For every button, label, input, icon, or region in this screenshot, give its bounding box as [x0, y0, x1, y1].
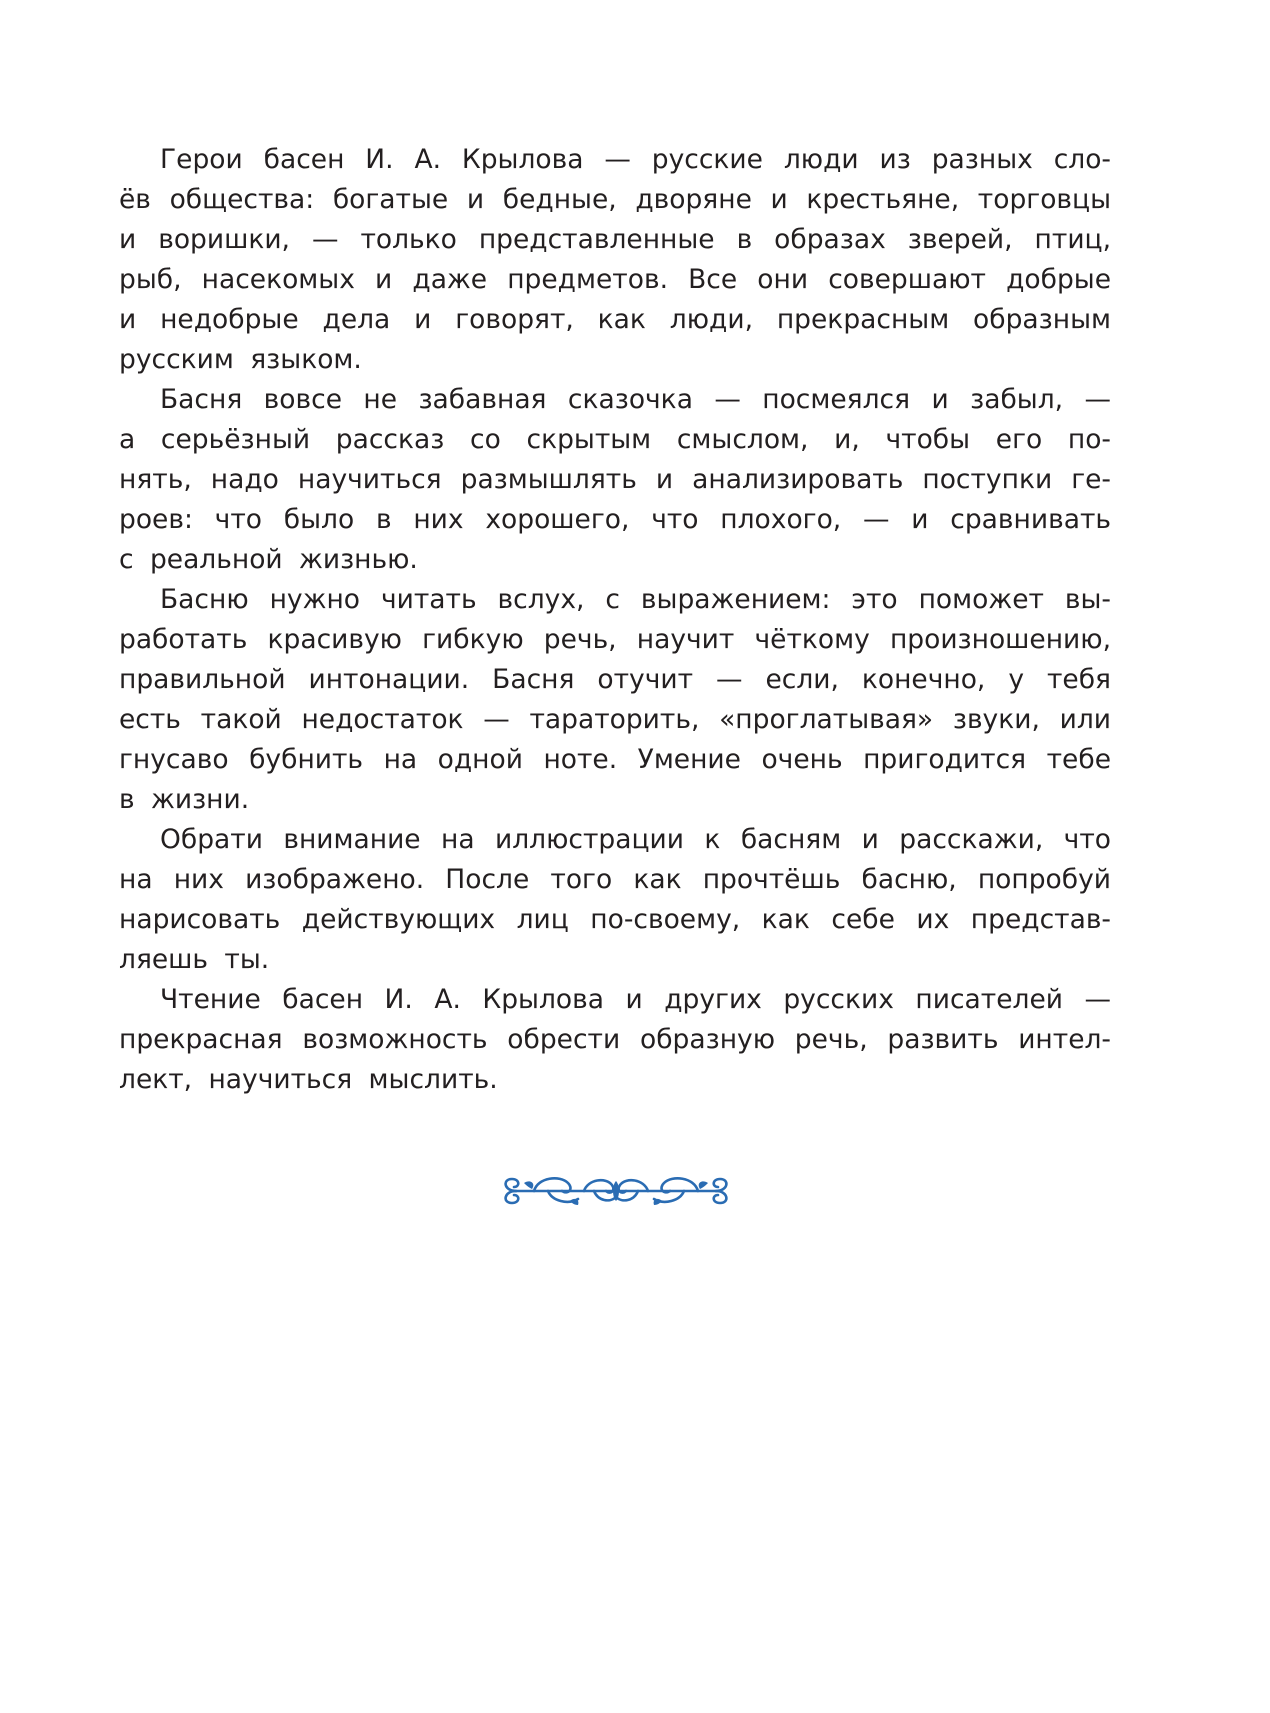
paragraph-line: работать красивую гибкую речь, научит чёткому произношению,	[119, 624, 1111, 655]
paragraph-line: прекрасная возможность обрести образную речь, развить интел-	[119, 1024, 1111, 1055]
paragraph-line: Чтение басен И. А. Крылова и других русских писателей —	[160, 984, 1111, 1015]
paragraph-line: и воришки, — только представленные в образах зверей, птиц,	[119, 224, 1111, 255]
paragraph-line: Басню нужно читать вслух, с выражением: это поможет вы-	[160, 584, 1111, 615]
paragraph-line: а серьёзный рассказ со скрытым смыслом, и, чтобы его по-	[119, 424, 1111, 455]
paragraph-line: Басня вовсе не забавная сказочка — посмеялся и забыл, —	[160, 384, 1111, 415]
paragraph-line: ёв общества: богатые и бедные, дворяне и крестьяне, торговцы	[119, 184, 1111, 215]
paragraph-line: в жизни.	[119, 784, 250, 815]
paragraph-line: и недобрые дела и говорят, как люди, прекрасным образным	[119, 304, 1111, 335]
body-text	[119, 140, 1111, 1100]
paragraph-line: русским языком.	[119, 344, 362, 375]
decorative-scroll-icon	[498, 1171, 734, 1211]
paragraph-line: рыб, насекомых и даже предметов. Все они совершают добрые	[119, 264, 1111, 295]
paragraph-line: роев: что было в них хорошего, что плохого, — и сравнивать	[119, 504, 1111, 535]
paragraph-line: правильной интонации. Басня отучит — если, конечно, у тебя	[119, 664, 1111, 695]
paragraph-line: есть такой недостаток — тараторить, «проглатывая» звуки, или	[119, 704, 1111, 735]
paragraph-line: Герои басен И. А. Крылова — русские люди из разных сло-	[160, 144, 1111, 175]
paragraph-line: ляешь ты.	[119, 944, 270, 975]
paragraph-line: гнусаво бубнить на одной ноте. Умение очень пригодится тебе	[119, 744, 1111, 775]
paragraph-line: с реальной жизнью.	[119, 544, 418, 575]
paragraph-line: Обрати внимание на иллюстрации к басням и расскажи, что	[160, 824, 1111, 855]
paragraph-line: нять, надо научиться размышлять и анализировать поступки ге-	[119, 464, 1111, 495]
paragraph-line: нарисовать действующих лиц по-своему, как себе их представ-	[119, 904, 1111, 935]
paragraph-line: лект, научиться мыслить.	[119, 1064, 498, 1095]
paragraph-line: на них изображено. После того как прочтёшь басню, попробуй	[119, 864, 1111, 895]
